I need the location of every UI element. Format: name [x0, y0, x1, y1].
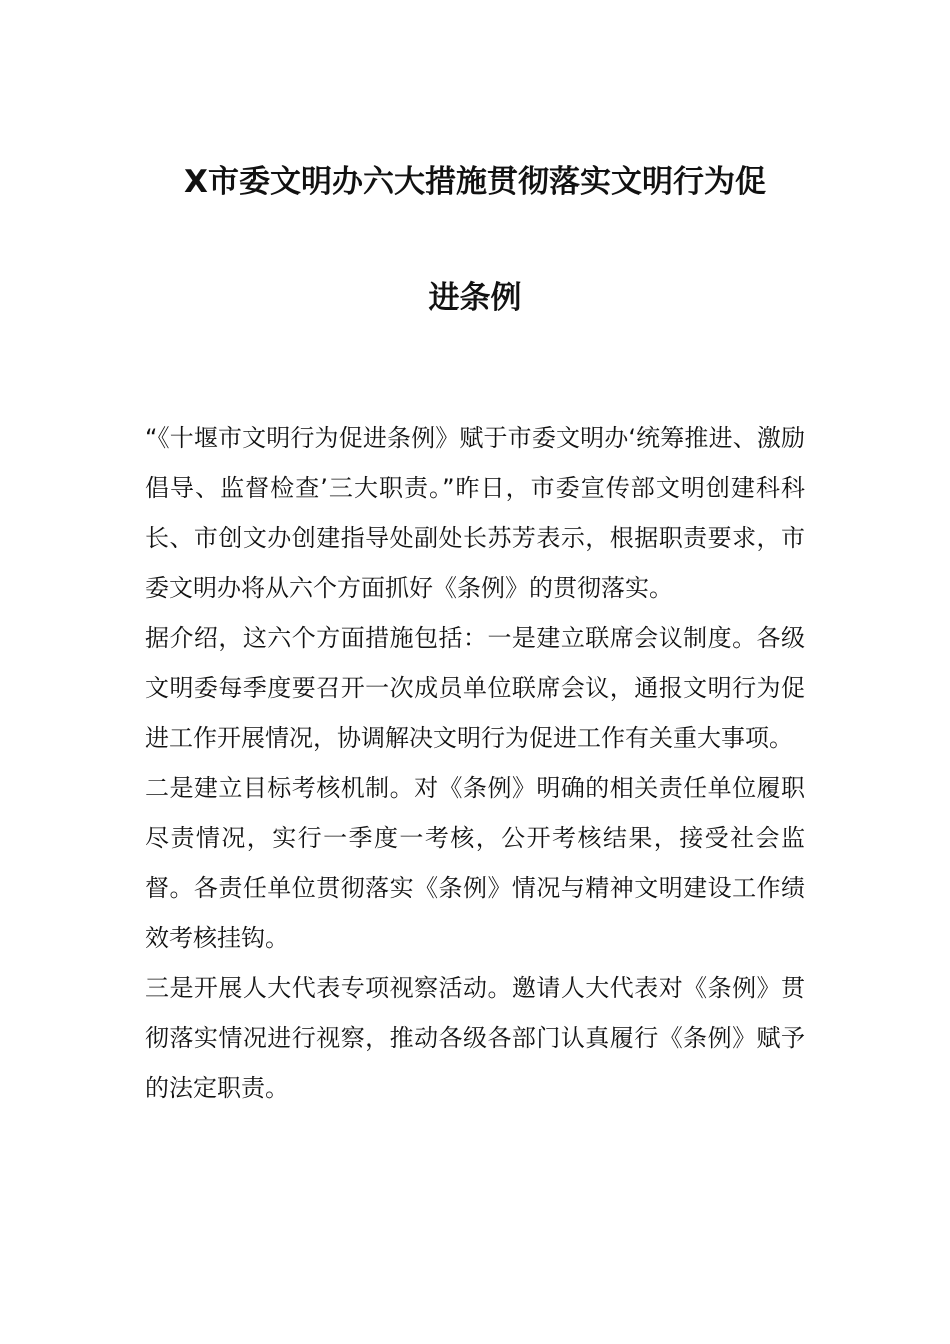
paragraph-1: “《十堰市文明行为促进条例》赋于市委文明办‘统筹推进、激励倡导、监督检查’三大职责。”昨日，市委宣传部文明创建科科长、市创文办创建指导处副处长苏芳表示，根据职责要求，市委文明办将从六个方面抓好《条例》的贯彻落实。 [145, 424, 805, 602]
document-body [145, 413, 805, 1113]
paragraph-2: 据介绍，这六个方面措施包括：一是建立联席会议制度。各级文明委每季度要召开一次成员单位联席会议，通报文明行为促进工作开展情况，协调解决文明行为促进工作有关重大事项。 [145, 624, 805, 752]
document-title-line-1: X市委文明办六大措施贯彻落实文明行为促 [184, 164, 766, 200]
paragraph-3: 二是建立目标考核机制。对《条例》明确的相关责任单位履职尽责情况，实行一季度一考核，公开考核结果，接受社会监督。各责任单位贯彻落实《条例》情况与精神文明建设工作绩效考核挂钩。 [145, 774, 805, 952]
document-title-line-2: 进条例 [428, 280, 522, 316]
paragraph-4: 三是开展人大代表专项视察活动。邀请人大代表对《条例》贯彻落实情况进行视察，推动各级各部门认真履行《条例》赋予的法定职责。 [145, 974, 805, 1102]
